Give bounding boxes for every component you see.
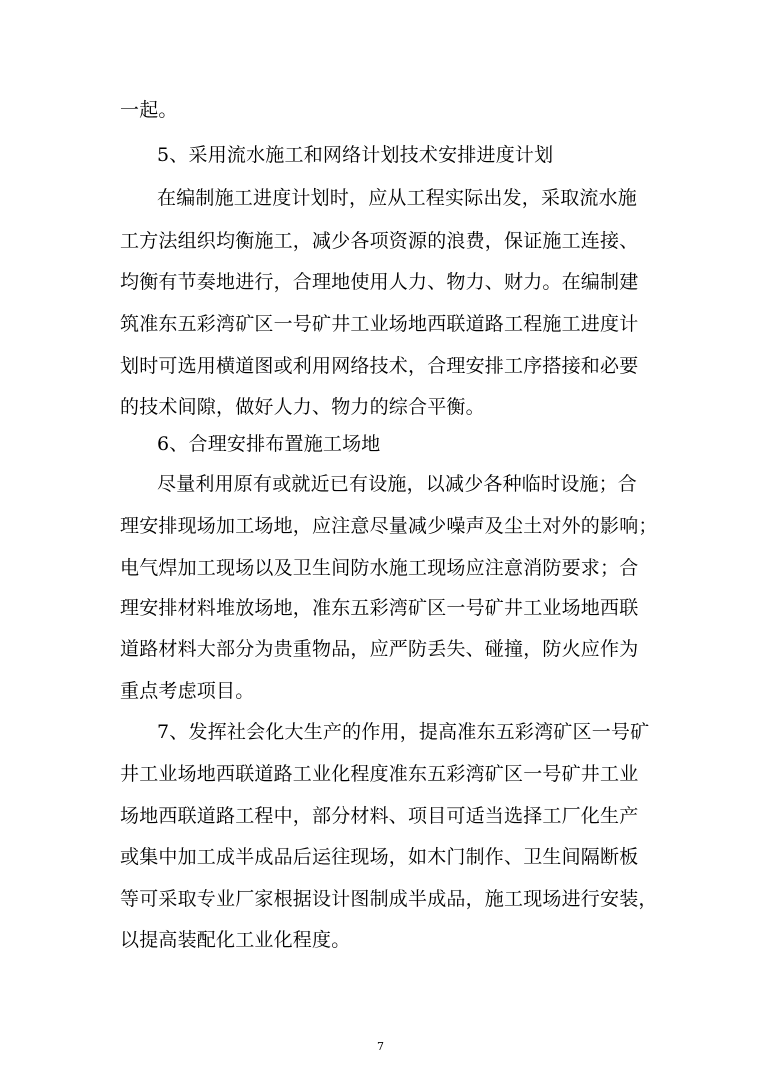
text-line: 场地西联道路工程中，部分材料、项目可适当选择工厂化生产 — [120, 805, 639, 827]
text-line: 一起。 — [120, 99, 178, 121]
text-line: 在编制施工进度计划时，应从工程实际出发，采取流水施 — [157, 187, 638, 209]
text-line: 筑准东五彩湾矿区一号矿井工业场地西联道路工程施工进度计 — [120, 313, 639, 335]
text-line: 均衡有节奏地进行，合理地使用人力、物力、财力。在编制建 — [120, 271, 639, 293]
text-line: 划时可选用横道图或利用网络技术，合理安排工序搭接和必要 — [120, 355, 639, 377]
text-line: 电气焊加工现场以及卫生间防水施工现场应注意消防要求；合 — [120, 557, 639, 579]
text-line: 理安排材料堆放场地，准东五彩湾矿区一号矿井工业场地西联 — [120, 597, 639, 619]
section-heading: 6、合理安排布置施工场地 — [157, 433, 381, 455]
text-line: 或集中加工成半成品后运往现场，如木门制作、卫生间隔断板 — [120, 846, 639, 868]
page-number: 7 — [377, 1040, 384, 1053]
text-line: 以提高装配化工业化程度。 — [120, 929, 351, 951]
text-line: 的技术间隙，做好人力、物力的综合平衡。 — [120, 396, 485, 418]
text-line: 尽量利用原有或就近已有设施，以减少各种临时设施；合 — [157, 473, 638, 495]
section-heading: 5、采用流水施工和网络计划技术安排进度计划 — [157, 144, 554, 166]
text-line: 重点考虑项目。 — [120, 680, 255, 702]
text-line: 等可采取专业厂家根据设计图制成半成品，施工现场进行安装， — [120, 888, 658, 910]
text-line: 工方法组织均衡施工，减少各项资源的浪费，保证施工连接、 — [120, 230, 639, 252]
text-line: 井工业场地西联道路工业化程度准东五彩湾矿区一号矿井工业 — [120, 763, 639, 785]
section-heading: 7、发挥社会化大生产的作用，提高准东五彩湾矿区一号矿 — [157, 721, 650, 743]
text-line: 理安排现场加工场地，应注意尽量减少噪声及尘土对外的影响； — [120, 515, 658, 537]
text-line: 道路材料大部分为贵重物品，应严防丢失、碰撞，防火应作为 — [120, 638, 639, 660]
